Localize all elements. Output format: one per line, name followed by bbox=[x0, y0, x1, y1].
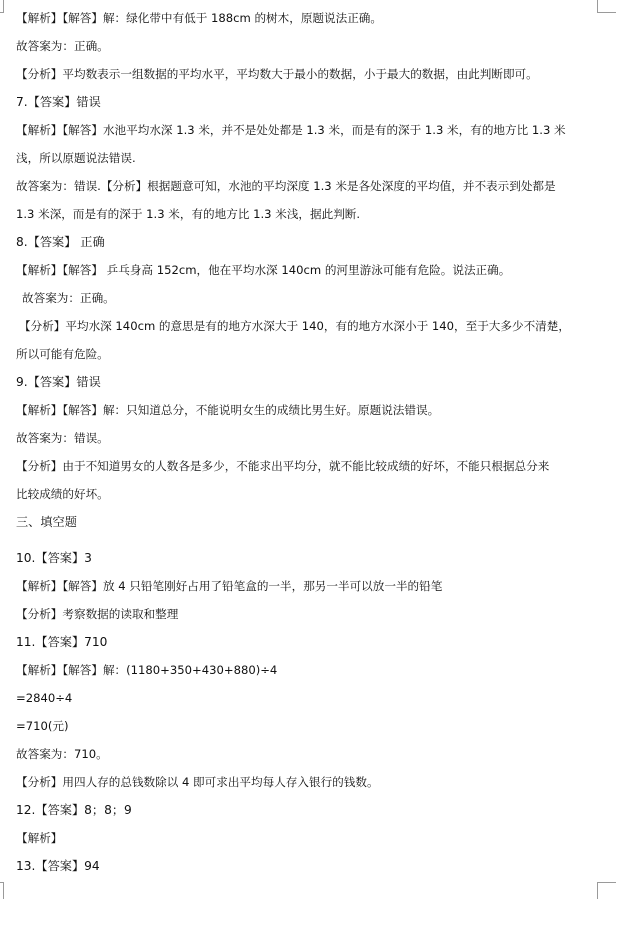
corner-mark-top-left bbox=[0, 0, 4, 13]
q11-answer-line: 故答案为：710。 bbox=[16, 747, 108, 761]
section-heading-fill-in: 三、填空题 bbox=[16, 515, 77, 529]
q9-answer-line: 故答案为：错误。 bbox=[16, 431, 109, 445]
q10-answer-heading: 10.【答案】3 bbox=[16, 551, 92, 565]
q9-analysis-line: 【解析】【解答】解：只知道总分，不能说明女生的成绩比男生好。原题说法错误。 bbox=[16, 403, 440, 417]
q7-answer-heading: 7.【答案】错误 bbox=[16, 95, 101, 109]
q8-explanation-line-1: 【分析】平均水深 140cm 的意思是有的地方水深大于 140，有的地方水深小于 140，至于大多少不清楚， bbox=[19, 319, 570, 333]
q7-explanation-line-1: 故答案为：错误.【分析】根据题意可知，水池的平均深度 1.3 米是各处深度的平均值，并不表示到处都是 bbox=[16, 179, 556, 193]
q6-answer-line: 故答案为：正确。 bbox=[16, 39, 109, 53]
q10-analysis-line: 【解析】【解答】放 4 只铅笔刚好占用了铅笔盒的一半，那另一半可以放一半的铅笔 bbox=[16, 579, 443, 593]
corner-mark-bottom-right bbox=[597, 882, 616, 899]
q9-explanation-line-2: 比较成绩的好坏。 bbox=[16, 487, 109, 501]
q7-analysis-line-2: 浅，所以原题说法错误. bbox=[16, 151, 136, 165]
q9-explanation-line-1: 【分析】由于不知道男女的人数各是多少，不能求出平均分，就不能比较成绩的好坏，不能只根据总分来 bbox=[16, 459, 550, 473]
q6-explanation-line: 【分析】平均数表示一组数据的平均水平，平均数大于最小的数据，小于最大的数据，由此判断即可。 bbox=[16, 67, 538, 81]
q12-answer-heading: 12.【答案】8；8；9 bbox=[16, 803, 132, 817]
q8-explanation-line-2: 所以可能有危险。 bbox=[16, 347, 109, 361]
q9-answer-heading: 9.【答案】错误 bbox=[16, 375, 101, 389]
q11-analysis-line: 【解析】【解答】解：(1180+350+430+880)÷4 bbox=[16, 663, 278, 677]
q7-analysis-line-1: 【解析】【解答】水池平均水深 1.3 米，并不是处处都是 1.3 米，而是有的深于 1.3 米，有的地方比 1.3 米 bbox=[16, 123, 566, 137]
q11-calc-step-1: =2840÷4 bbox=[16, 691, 73, 705]
q6-analysis-line: 【解析】【解答】解：绿化带中有低于 188cm 的树木，原题说法正确。 bbox=[16, 11, 382, 25]
q8-analysis-line: 【解析】【解答】 乒乓身高 152cm，他在平均水深 140cm 的河里游泳可能有危险。说法正确。 bbox=[16, 263, 511, 277]
q7-explanation-line-2: 1.3 米深，而是有的深于 1.3 米，有的地方比 1.3 米浅，据此判断. bbox=[16, 207, 361, 221]
q12-analysis-line: 【解析】 bbox=[16, 831, 63, 845]
q8-answer-line: 故答案为：正确。 bbox=[22, 291, 115, 305]
q11-explanation-line: 【分析】用四人存的总钱数除以 4 即可求出平均每人存入银行的钱数。 bbox=[16, 775, 379, 789]
q13-answer-heading: 13.【答案】94 bbox=[16, 859, 100, 873]
corner-mark-bottom-left bbox=[0, 882, 4, 899]
q10-explanation-line: 【分析】考察数据的读取和整理 bbox=[16, 607, 179, 621]
q11-answer-heading: 11.【答案】710 bbox=[16, 635, 108, 649]
q11-calc-step-2: =710(元) bbox=[16, 719, 69, 733]
q8-answer-heading: 8.【答案】 正确 bbox=[16, 235, 105, 249]
